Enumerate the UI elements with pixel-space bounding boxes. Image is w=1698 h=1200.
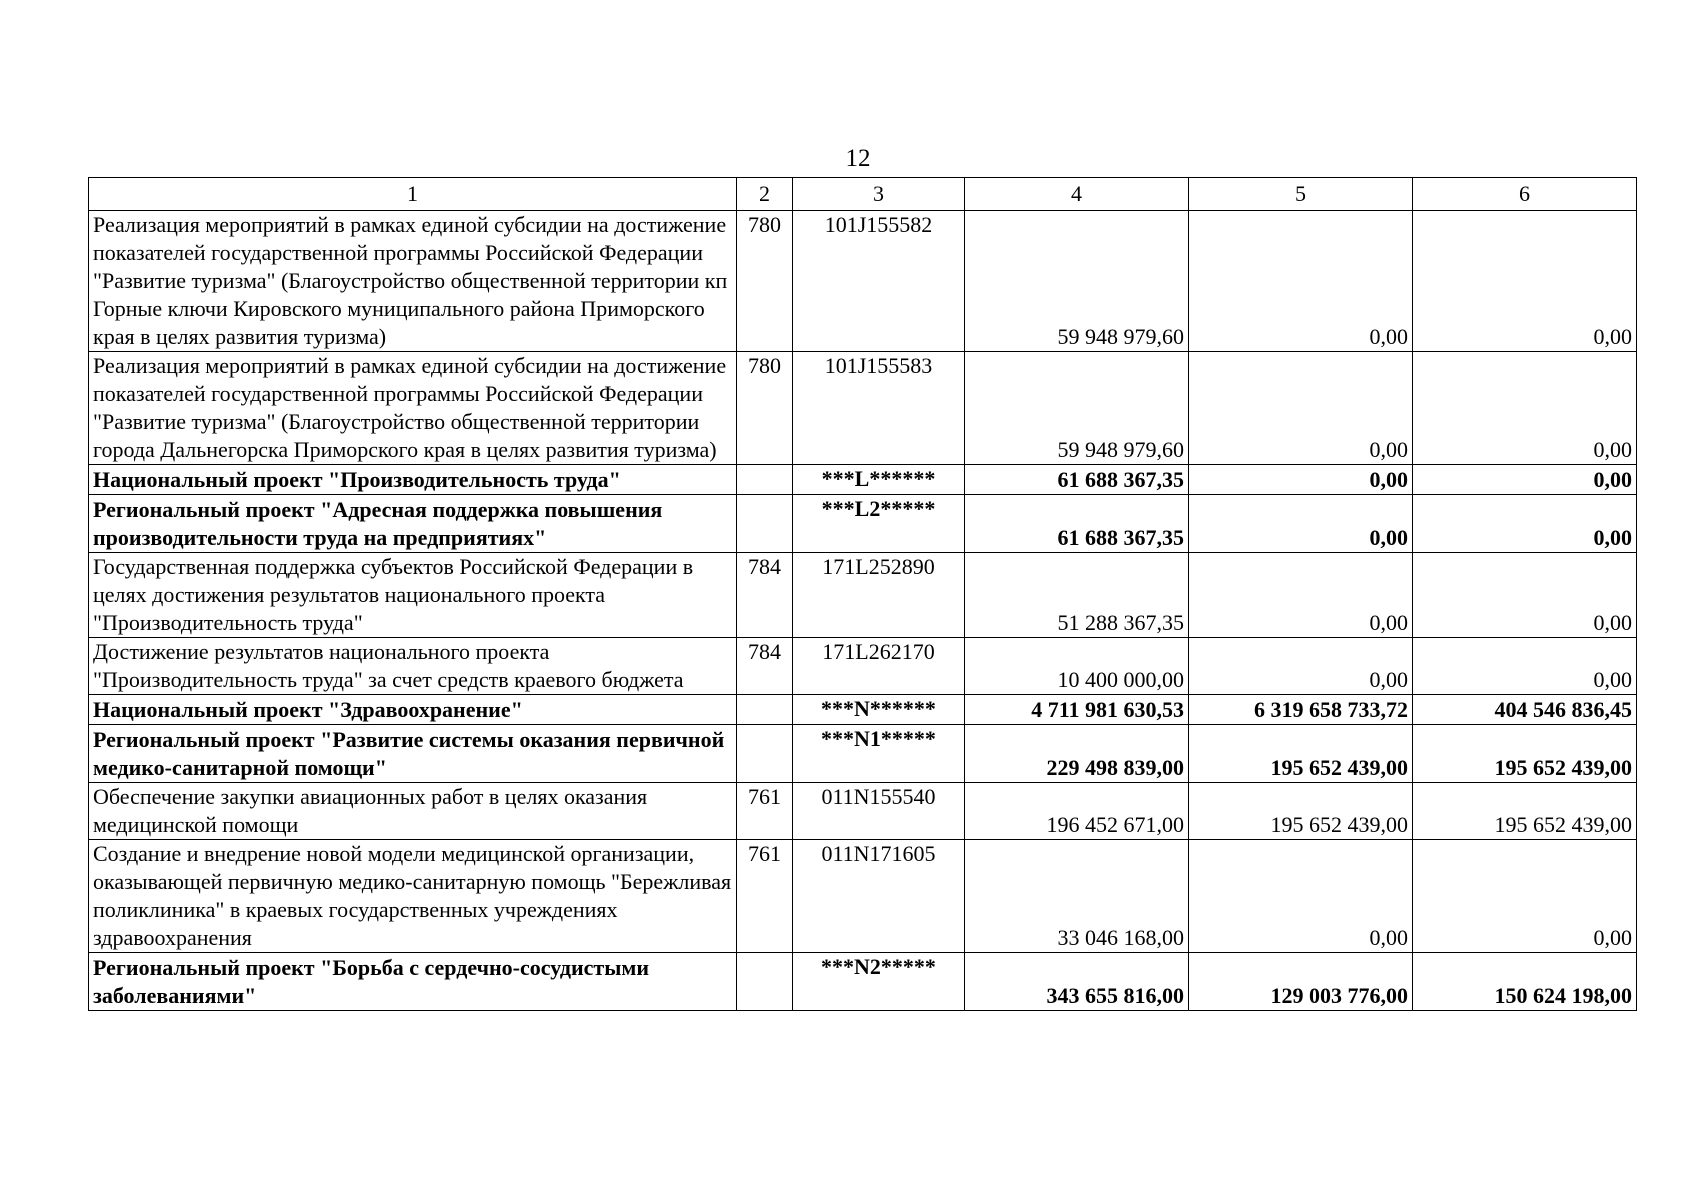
row-kcsr-cell: ***L****** bbox=[793, 465, 965, 495]
row-amount-year1-cell: 61 688 367,35 bbox=[965, 465, 1189, 495]
row-kcsr-cell: ***L2***** bbox=[793, 495, 965, 553]
column-header: 3 bbox=[793, 178, 965, 211]
row-amount-year3-cell: 195 652 439,00 bbox=[1413, 783, 1637, 840]
row-kvsr-cell bbox=[737, 465, 793, 495]
row-amount-year2-cell: 0,00 bbox=[1189, 495, 1413, 553]
row-name-cell: Национальный проект "Производительность труда" bbox=[89, 465, 737, 495]
row-amount-year3-cell: 0,00 bbox=[1413, 553, 1637, 638]
row-kvsr-cell: 761 bbox=[737, 783, 793, 840]
row-kvsr-cell bbox=[737, 695, 793, 725]
table-row bbox=[89, 352, 1637, 465]
row-amount-year2-cell: 0,00 bbox=[1189, 553, 1413, 638]
row-kvsr-cell: 780 bbox=[737, 211, 793, 352]
row-amount-year2-cell: 0,00 bbox=[1189, 465, 1413, 495]
table-row bbox=[89, 553, 1637, 638]
table-row bbox=[89, 638, 1637, 695]
row-name-cell: Создание и внедрение новой модели медицинской организации, оказывающей первичную медико-санитарную помощь "Бережливая поликлиника" в краевых государственных учреждениях здравоохранения bbox=[89, 840, 737, 953]
row-amount-year3-cell: 195 652 439,00 bbox=[1413, 725, 1637, 783]
row-amount-year1-cell: 59 948 979,60 bbox=[965, 352, 1189, 465]
row-kcsr-cell: 101J155583 bbox=[793, 352, 965, 465]
row-kcsr-cell: ***N2***** bbox=[793, 953, 965, 1011]
row-kvsr-cell: 784 bbox=[737, 638, 793, 695]
row-name-cell: Региональный проект "Борьба с сердечно-сосудистыми заболеваниями" bbox=[89, 953, 737, 1011]
row-kvsr-cell: 784 bbox=[737, 553, 793, 638]
row-kcsr-cell: ***N1***** bbox=[793, 725, 965, 783]
row-name-cell: Региональный проект "Развитие системы оказания первичной медико-санитарной помощи" bbox=[89, 725, 737, 783]
row-name-cell: Государственная поддержка субъектов Российской Федерации в целях достижения результатов национального проекта "Производительность труда" bbox=[89, 553, 737, 638]
table-row bbox=[89, 495, 1637, 553]
row-amount-year1-cell: 196 452 671,00 bbox=[965, 783, 1189, 840]
table-row bbox=[89, 953, 1637, 1011]
row-kvsr-cell: 761 bbox=[737, 840, 793, 953]
table-row bbox=[89, 695, 1637, 725]
column-header: 4 bbox=[965, 178, 1189, 211]
row-kvsr-cell bbox=[737, 953, 793, 1011]
row-amount-year3-cell: 0,00 bbox=[1413, 840, 1637, 953]
row-kvsr-cell: 780 bbox=[737, 352, 793, 465]
row-name-cell: Региональный проект "Адресная поддержка повышения производительности труда на предприятиях" bbox=[89, 495, 737, 553]
row-amount-year2-cell: 0,00 bbox=[1189, 352, 1413, 465]
page-number: 12 bbox=[845, 145, 871, 172]
row-amount-year1-cell: 4 711 981 630,53 bbox=[965, 695, 1189, 725]
row-amount-year1-cell: 59 948 979,60 bbox=[965, 211, 1189, 352]
budget-table bbox=[88, 177, 1637, 1011]
row-amount-year3-cell: 0,00 bbox=[1413, 211, 1637, 352]
row-amount-year3-cell: 0,00 bbox=[1413, 638, 1637, 695]
table-row bbox=[89, 725, 1637, 783]
row-amount-year2-cell: 0,00 bbox=[1189, 638, 1413, 695]
table-row bbox=[89, 840, 1637, 953]
row-amount-year2-cell: 0,00 bbox=[1189, 840, 1413, 953]
row-name-cell: Реализация мероприятий в рамках единой субсидии на достижение показателей государственной программы Российской Федерации "Развитие туризма" (Благоустройство общественной территории кп Горные ключи Кировского муниципального района Приморского края в целях развития туризма) bbox=[89, 211, 737, 352]
row-kcsr-cell: 101J155582 bbox=[793, 211, 965, 352]
table-row bbox=[89, 211, 1637, 352]
row-kcsr-cell: ***N****** bbox=[793, 695, 965, 725]
row-kvsr-cell bbox=[737, 495, 793, 553]
row-amount-year2-cell: 195 652 439,00 bbox=[1189, 725, 1413, 783]
row-amount-year3-cell: 0,00 bbox=[1413, 352, 1637, 465]
column-header: 6 bbox=[1413, 178, 1637, 211]
row-amount-year1-cell: 61 688 367,35 bbox=[965, 495, 1189, 553]
row-amount-year1-cell: 51 288 367,35 bbox=[965, 553, 1189, 638]
row-name-cell: Национальный проект "Здравоохранение" bbox=[89, 695, 737, 725]
table-header-row bbox=[89, 178, 1637, 211]
row-kcsr-cell: 171L252890 bbox=[793, 553, 965, 638]
row-kcsr-cell: 011N171605 bbox=[793, 840, 965, 953]
row-amount-year3-cell: 0,00 bbox=[1413, 465, 1637, 495]
row-amount-year1-cell: 343 655 816,00 bbox=[965, 953, 1189, 1011]
row-amount-year3-cell: 404 546 836,45 bbox=[1413, 695, 1637, 725]
row-amount-year1-cell: 33 046 168,00 bbox=[965, 840, 1189, 953]
row-name-cell: Обеспечение закупки авиационных работ в целях оказания медицинской помощи bbox=[89, 783, 737, 840]
row-amount-year3-cell: 150 624 198,00 bbox=[1413, 953, 1637, 1011]
row-name-cell: Достижение результатов национального проекта "Производительность труда" за счет средств краевого бюджета bbox=[89, 638, 737, 695]
row-amount-year1-cell: 10 400 000,00 bbox=[965, 638, 1189, 695]
row-kcsr-cell: 011N155540 bbox=[793, 783, 965, 840]
row-name-cell: Реализация мероприятий в рамках единой субсидии на достижение показателей государственной программы Российской Федерации "Развитие туризма" (Благоустройство общественной территории города Дальнегорска Приморского края в целях развития туризма) bbox=[89, 352, 737, 465]
row-amount-year2-cell: 129 003 776,00 bbox=[1189, 953, 1413, 1011]
table-row bbox=[89, 783, 1637, 840]
row-amount-year2-cell: 6 319 658 733,72 bbox=[1189, 695, 1413, 725]
row-kcsr-cell: 171L262170 bbox=[793, 638, 965, 695]
table-row bbox=[89, 465, 1637, 495]
column-header: 1 bbox=[89, 178, 737, 211]
row-kvsr-cell bbox=[737, 725, 793, 783]
row-amount-year1-cell: 229 498 839,00 bbox=[965, 725, 1189, 783]
row-amount-year3-cell: 0,00 bbox=[1413, 495, 1637, 553]
row-amount-year2-cell: 0,00 bbox=[1189, 211, 1413, 352]
column-header: 5 bbox=[1189, 178, 1413, 211]
row-amount-year2-cell: 195 652 439,00 bbox=[1189, 783, 1413, 840]
column-header: 2 bbox=[737, 178, 793, 211]
